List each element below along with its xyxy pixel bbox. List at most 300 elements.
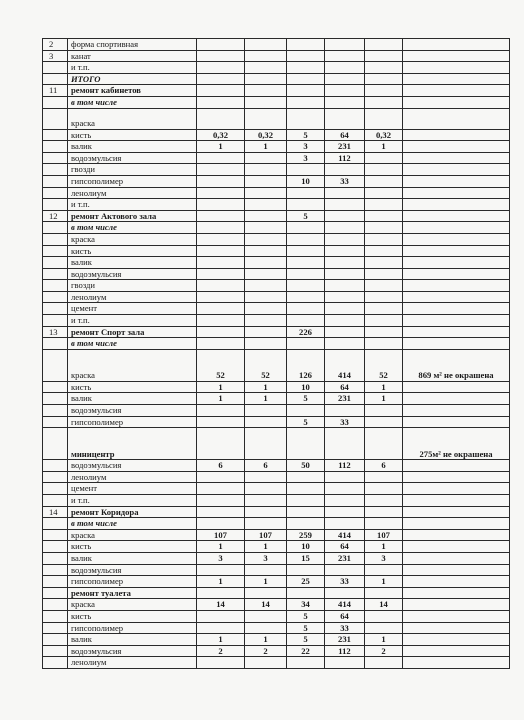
item-name-cell: цемент: [68, 483, 197, 495]
value-cell: 3: [287, 141, 325, 153]
note-cell: [403, 222, 510, 234]
value-cell: [287, 233, 325, 245]
item-name-cell: канат: [68, 50, 197, 62]
value-cell: [325, 291, 365, 303]
table-row: [43, 291, 510, 303]
table-row: [43, 634, 510, 646]
value-cell: [197, 564, 245, 576]
value-cell: [365, 622, 403, 634]
row-number-cell: [43, 338, 68, 350]
note-cell: [403, 338, 510, 350]
value-cell: 6: [245, 460, 287, 472]
value-cell: 1: [197, 381, 245, 393]
value-cell: [245, 495, 287, 507]
value-cell: [287, 222, 325, 234]
row-number-cell: [43, 164, 68, 176]
value-cell: 15: [287, 552, 325, 564]
row-number-cell: 12: [43, 210, 68, 222]
value-cell: [325, 85, 365, 97]
value-cell: 259: [287, 529, 325, 541]
row-number-cell: [43, 552, 68, 564]
row-number-cell: [43, 393, 68, 405]
value-cell: [245, 108, 287, 129]
value-cell: [365, 164, 403, 176]
value-cell: [245, 210, 287, 222]
note-cell: [403, 645, 510, 657]
table-row: [43, 460, 510, 472]
item-name-cell: водоэмульсия: [68, 268, 197, 280]
table-row: [43, 50, 510, 62]
row-number-cell: [43, 303, 68, 315]
row-number-cell: [43, 564, 68, 576]
table-row: [43, 587, 510, 599]
value-cell: [245, 233, 287, 245]
value-cell: [245, 428, 287, 460]
note-cell: [403, 529, 510, 541]
item-name-cell: гипсополимер: [68, 622, 197, 634]
value-cell: [245, 62, 287, 74]
note-cell: [403, 291, 510, 303]
item-name-cell: и т.п.: [68, 315, 197, 327]
value-cell: [325, 268, 365, 280]
value-cell: [325, 39, 365, 51]
value-cell: [245, 338, 287, 350]
value-cell: [197, 405, 245, 417]
value-cell: 1: [245, 576, 287, 588]
value-cell: [245, 73, 287, 85]
value-cell: [325, 315, 365, 327]
item-name-cell: цемент: [68, 303, 197, 315]
item-name-cell: ленолиум: [68, 657, 197, 669]
table-row: [43, 62, 510, 74]
value-cell: 25: [287, 576, 325, 588]
value-cell: [287, 657, 325, 669]
value-cell: [197, 518, 245, 530]
table-row: [43, 518, 510, 530]
item-name-cell: ленолиум: [68, 187, 197, 199]
item-name-cell: валик: [68, 257, 197, 269]
note-cell: [403, 599, 510, 611]
value-cell: [245, 315, 287, 327]
value-cell: [287, 518, 325, 530]
note-cell: [403, 141, 510, 153]
value-cell: [287, 268, 325, 280]
note-cell: [403, 326, 510, 338]
value-cell: [245, 610, 287, 622]
value-cell: [287, 39, 325, 51]
value-cell: [287, 85, 325, 97]
value-cell: [287, 428, 325, 460]
value-cell: 5: [287, 393, 325, 405]
value-cell: [245, 564, 287, 576]
value-cell: 5: [287, 416, 325, 428]
table-row: [43, 506, 510, 518]
value-cell: 6: [365, 460, 403, 472]
row-number-cell: [43, 222, 68, 234]
value-cell: 14: [197, 599, 245, 611]
item-name-cell: ленолиум: [68, 291, 197, 303]
item-name-cell: кисть: [68, 129, 197, 141]
value-cell: [287, 187, 325, 199]
value-cell: [365, 210, 403, 222]
item-name-cell: ремонт Спорт зала: [68, 326, 197, 338]
value-cell: 3: [197, 552, 245, 564]
value-cell: [197, 210, 245, 222]
note-cell: [403, 541, 510, 553]
value-cell: 231: [325, 552, 365, 564]
note-cell: [403, 96, 510, 108]
note-cell: [403, 268, 510, 280]
table-row: [43, 338, 510, 350]
value-cell: [197, 291, 245, 303]
value-cell: [365, 338, 403, 350]
table-row: [43, 85, 510, 97]
value-cell: [197, 268, 245, 280]
value-cell: [245, 175, 287, 187]
value-cell: 6: [197, 460, 245, 472]
value-cell: 64: [325, 541, 365, 553]
row-number-cell: [43, 483, 68, 495]
value-cell: [365, 85, 403, 97]
row-number-cell: [43, 587, 68, 599]
table-row: [43, 529, 510, 541]
value-cell: 5: [287, 129, 325, 141]
value-cell: 33: [325, 622, 365, 634]
value-cell: 2: [365, 645, 403, 657]
row-number-cell: [43, 460, 68, 472]
value-cell: 414: [325, 599, 365, 611]
item-name-cell: краска: [68, 233, 197, 245]
note-cell: [403, 315, 510, 327]
row-number-cell: [43, 245, 68, 257]
note-cell: [403, 303, 510, 315]
value-cell: [197, 187, 245, 199]
item-name-cell: краска: [68, 599, 197, 611]
value-cell: 107: [365, 529, 403, 541]
value-cell: [325, 96, 365, 108]
value-cell: [197, 62, 245, 74]
table-body: [43, 39, 510, 669]
table-row: [43, 495, 510, 507]
value-cell: [287, 495, 325, 507]
note-cell: [403, 39, 510, 51]
value-cell: [245, 622, 287, 634]
value-cell: 2: [245, 645, 287, 657]
item-name-cell: гипсополимер: [68, 416, 197, 428]
value-cell: [287, 405, 325, 417]
value-cell: 5: [287, 622, 325, 634]
value-cell: [287, 96, 325, 108]
item-name-cell: краска: [68, 108, 197, 129]
row-number-cell: [43, 416, 68, 428]
item-name-cell: в том числе: [68, 338, 197, 350]
row-number-cell: [43, 349, 68, 381]
table-row: [43, 108, 510, 129]
value-cell: [197, 257, 245, 269]
value-cell: [365, 483, 403, 495]
row-number-cell: [43, 315, 68, 327]
row-number-cell: [43, 405, 68, 417]
note-cell: [403, 587, 510, 599]
row-number-cell: [43, 280, 68, 292]
table-row: [43, 315, 510, 327]
note-cell: [403, 152, 510, 164]
item-name-cell: водоэмульсия: [68, 645, 197, 657]
value-cell: 5: [287, 210, 325, 222]
note-cell: [403, 164, 510, 176]
value-cell: [365, 222, 403, 234]
value-cell: [325, 326, 365, 338]
item-name-cell: валик: [68, 634, 197, 646]
value-cell: [325, 405, 365, 417]
row-number-cell: [43, 634, 68, 646]
value-cell: 10: [287, 381, 325, 393]
table-row: [43, 257, 510, 269]
value-cell: [365, 175, 403, 187]
value-cell: [245, 657, 287, 669]
row-number-cell: [43, 622, 68, 634]
note-cell: [403, 610, 510, 622]
item-name-cell: водоэмульсия: [68, 152, 197, 164]
note-cell: [403, 495, 510, 507]
table-row: [43, 564, 510, 576]
row-number-cell: [43, 73, 68, 85]
note-cell: [403, 257, 510, 269]
value-cell: [325, 280, 365, 292]
value-cell: 33: [325, 576, 365, 588]
value-cell: [325, 108, 365, 129]
value-cell: 0,32: [365, 129, 403, 141]
row-number-cell: [43, 291, 68, 303]
note-cell: [403, 416, 510, 428]
table-row: [43, 483, 510, 495]
row-number-cell: [43, 428, 68, 460]
value-cell: [197, 245, 245, 257]
row-number-cell: [43, 541, 68, 553]
item-name-cell: кисть: [68, 610, 197, 622]
note-cell: [403, 506, 510, 518]
value-cell: [245, 39, 287, 51]
value-cell: [287, 50, 325, 62]
value-cell: [197, 610, 245, 622]
value-cell: [365, 495, 403, 507]
item-name-cell: и т.п.: [68, 495, 197, 507]
item-name-cell: ремонт Коридора: [68, 506, 197, 518]
table-row: [43, 175, 510, 187]
value-cell: [197, 657, 245, 669]
table-row: [43, 187, 510, 199]
value-cell: [365, 471, 403, 483]
table-row: [43, 349, 510, 381]
value-cell: [287, 338, 325, 350]
item-name-cell: кисть: [68, 381, 197, 393]
value-cell: 0,32: [245, 129, 287, 141]
value-cell: 107: [197, 529, 245, 541]
value-cell: [245, 50, 287, 62]
value-cell: [245, 280, 287, 292]
value-cell: 1: [245, 393, 287, 405]
value-cell: [245, 416, 287, 428]
value-cell: [197, 222, 245, 234]
value-cell: [287, 303, 325, 315]
row-number-cell: [43, 199, 68, 211]
note-cell: [403, 199, 510, 211]
value-cell: 52: [197, 349, 245, 381]
note-cell: [403, 187, 510, 199]
note-cell: [403, 210, 510, 222]
table-row: [43, 416, 510, 428]
value-cell: [325, 471, 365, 483]
value-cell: 5: [287, 610, 325, 622]
note-cell: [403, 634, 510, 646]
value-cell: [197, 108, 245, 129]
value-cell: [287, 483, 325, 495]
item-name-cell: ремонт Актового зала: [68, 210, 197, 222]
value-cell: 33: [325, 175, 365, 187]
value-cell: [197, 96, 245, 108]
value-cell: [325, 657, 365, 669]
note-cell: 869 м² не окрашена: [403, 349, 510, 381]
row-number-cell: [43, 152, 68, 164]
row-number-cell: [43, 381, 68, 393]
value-cell: 2: [197, 645, 245, 657]
table-row: [43, 645, 510, 657]
value-cell: [325, 210, 365, 222]
table-row: [43, 622, 510, 634]
value-cell: [287, 245, 325, 257]
value-cell: 64: [325, 129, 365, 141]
value-cell: [197, 152, 245, 164]
value-cell: 1: [365, 576, 403, 588]
value-cell: [197, 280, 245, 292]
note-cell: [403, 576, 510, 588]
item-name-cell: валик: [68, 393, 197, 405]
value-cell: 22: [287, 645, 325, 657]
value-cell: 1: [197, 541, 245, 553]
value-cell: 5: [287, 634, 325, 646]
value-cell: [287, 315, 325, 327]
value-cell: [365, 96, 403, 108]
item-name-cell: в том числе: [68, 222, 197, 234]
value-cell: 112: [325, 460, 365, 472]
item-name-cell: кисть: [68, 245, 197, 257]
value-cell: [197, 199, 245, 211]
table-row: [43, 471, 510, 483]
value-cell: 3: [365, 552, 403, 564]
item-name-cell: ИТОГО: [68, 73, 197, 85]
value-cell: [245, 405, 287, 417]
value-cell: [325, 483, 365, 495]
table-row: [43, 657, 510, 669]
value-cell: [287, 564, 325, 576]
item-name-cell: форма спортивная: [68, 39, 197, 51]
item-name-cell: ленолиум: [68, 471, 197, 483]
value-cell: [365, 303, 403, 315]
note-cell: [403, 280, 510, 292]
value-cell: [325, 164, 365, 176]
value-cell: [287, 62, 325, 74]
note-cell: [403, 129, 510, 141]
row-number-cell: [43, 175, 68, 187]
value-cell: [325, 222, 365, 234]
note-cell: [403, 245, 510, 257]
value-cell: [245, 518, 287, 530]
value-cell: [365, 199, 403, 211]
value-cell: [365, 587, 403, 599]
value-cell: 1: [365, 541, 403, 553]
value-cell: [197, 471, 245, 483]
value-cell: [365, 280, 403, 292]
note-cell: [403, 108, 510, 129]
value-cell: 414: [325, 529, 365, 541]
value-cell: [197, 39, 245, 51]
note-cell: [403, 50, 510, 62]
value-cell: [197, 175, 245, 187]
table-row: [43, 141, 510, 153]
table-row: [43, 222, 510, 234]
row-number-cell: 3: [43, 50, 68, 62]
value-cell: [365, 326, 403, 338]
item-name-cell: ремонт кабинетов: [68, 85, 197, 97]
value-cell: [197, 483, 245, 495]
table-row: [43, 428, 510, 460]
row-number-cell: [43, 495, 68, 507]
document-page: [42, 38, 509, 669]
value-cell: 10: [287, 175, 325, 187]
value-cell: 33: [325, 416, 365, 428]
value-cell: 231: [325, 634, 365, 646]
value-cell: [325, 428, 365, 460]
item-name-cell: краска: [68, 529, 197, 541]
value-cell: [325, 50, 365, 62]
note-cell: [403, 657, 510, 669]
value-cell: 1: [365, 393, 403, 405]
value-cell: [365, 506, 403, 518]
value-cell: [365, 233, 403, 245]
value-cell: [287, 164, 325, 176]
table-row: [43, 210, 510, 222]
value-cell: 126: [287, 349, 325, 381]
value-cell: 231: [325, 393, 365, 405]
value-cell: [287, 257, 325, 269]
row-number-cell: 11: [43, 85, 68, 97]
value-cell: 0,32: [197, 129, 245, 141]
value-cell: 52: [365, 349, 403, 381]
value-cell: [325, 73, 365, 85]
table-row: [43, 164, 510, 176]
value-cell: [365, 518, 403, 530]
value-cell: [325, 303, 365, 315]
table-row: [43, 129, 510, 141]
note-cell: [403, 73, 510, 85]
row-number-cell: [43, 129, 68, 141]
value-cell: 226: [287, 326, 325, 338]
value-cell: [287, 108, 325, 129]
value-cell: [325, 587, 365, 599]
value-cell: 50: [287, 460, 325, 472]
value-cell: [245, 291, 287, 303]
value-cell: [245, 245, 287, 257]
item-name-cell: гипсополимер: [68, 175, 197, 187]
note-cell: [403, 85, 510, 97]
value-cell: 112: [325, 152, 365, 164]
table-row: [43, 599, 510, 611]
value-cell: [197, 164, 245, 176]
materials-table: [42, 38, 510, 669]
value-cell: [245, 199, 287, 211]
row-number-cell: [43, 233, 68, 245]
item-name-cell: гвозди: [68, 164, 197, 176]
